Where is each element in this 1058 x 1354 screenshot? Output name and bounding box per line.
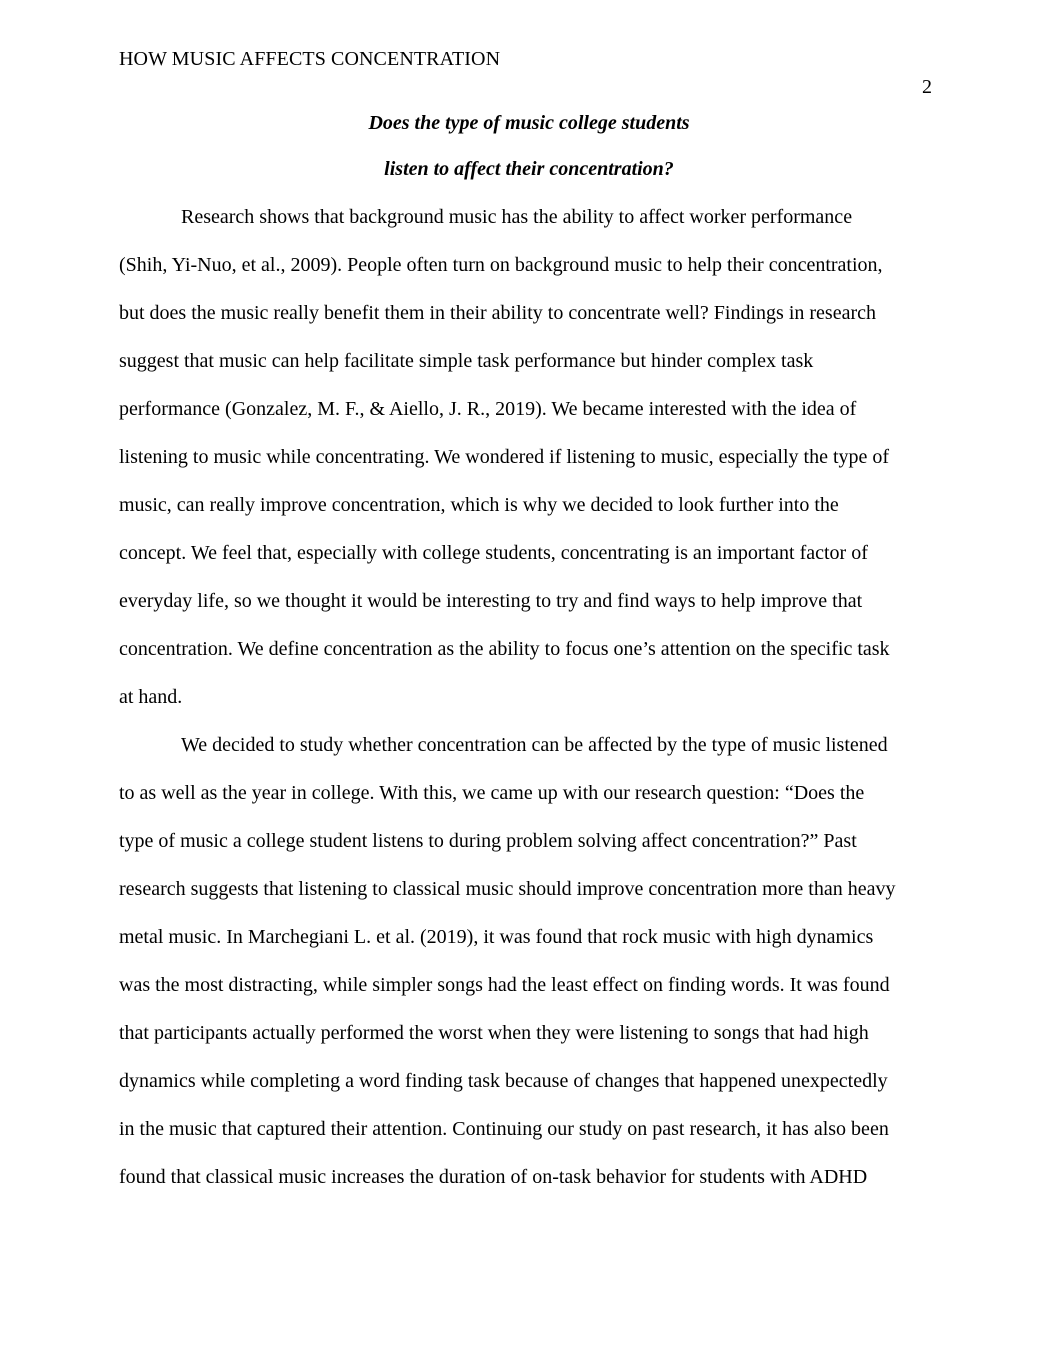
paragraph-line: performance (Gonzalez, M. F., & Aiello, J. R., 2019). We became interested with the idea of bbox=[119, 398, 857, 420]
paragraph-line: but does the music really benefit them in their ability to concentrate well? Findings in research bbox=[119, 302, 876, 324]
paragraph-line: We decided to study whether concentration can be affected by the type of music listened bbox=[181, 734, 888, 756]
paragraph-line: found that classical music increases the duration of on-task behavior for students with ADHD bbox=[119, 1166, 868, 1188]
paragraph-line: Research shows that background music has the ability to affect worker performance bbox=[181, 206, 853, 228]
paragraph-line: (Shih, Yi-Nuo, et al., 2009). People often turn on background music to help their concentration, bbox=[119, 254, 883, 276]
paragraph-line: that participants actually performed the worst when they were listening to songs that had high bbox=[119, 1022, 869, 1044]
paragraph-line: at hand. bbox=[119, 686, 183, 708]
paper-title-line-2: listen to affect their concentration? bbox=[384, 158, 674, 180]
paragraph-line: everyday life, so we thought it would be interesting to try and find ways to help improve that bbox=[119, 590, 863, 612]
paragraph-line: metal music. In Marchegiani L. et al. (2019), it was found that rock music with high dynamics bbox=[119, 926, 874, 948]
paragraph-line: suggest that music can help facilitate simple task performance but hinder complex task bbox=[119, 350, 814, 372]
page-number: 2 bbox=[922, 76, 932, 98]
paragraph-1 bbox=[119, 193, 939, 721]
paragraph-line: dynamics while completing a word finding task because of changes that happened unexpectedly bbox=[119, 1070, 888, 1092]
running-head: HOW MUSIC AFFECTS CONCENTRATION bbox=[119, 48, 501, 70]
paragraph-line: music, can really improve concentration, which is why we decided to look further into the bbox=[119, 494, 839, 516]
paper-title-line-1: Does the type of music college students bbox=[368, 112, 690, 134]
paragraph-line: listening to music while concentrating. We wondered if listening to music, especially the type of bbox=[119, 446, 890, 468]
paragraph-line: to as well as the year in college. With this, we came up with our research question: “Does the bbox=[119, 782, 865, 804]
paragraph-line: in the music that captured their attention. Continuing our study on past research, it has also been bbox=[119, 1118, 889, 1140]
paragraph-line: research suggests that listening to classical music should improve concentration more than heavy bbox=[119, 878, 896, 900]
paragraph-line: was the most distracting, while simpler songs had the least effect on finding words. It was found bbox=[119, 974, 890, 996]
paragraph-line: type of music a college student listens to during problem solving affect concentration?” Past bbox=[119, 830, 857, 852]
paragraph-line: concept. We feel that, especially with college students, concentrating is an important factor of bbox=[119, 542, 868, 564]
paragraph-2 bbox=[119, 721, 939, 1201]
paragraph-line: concentration. We define concentration as the ability to focus one’s attention on the specific task bbox=[119, 638, 890, 660]
